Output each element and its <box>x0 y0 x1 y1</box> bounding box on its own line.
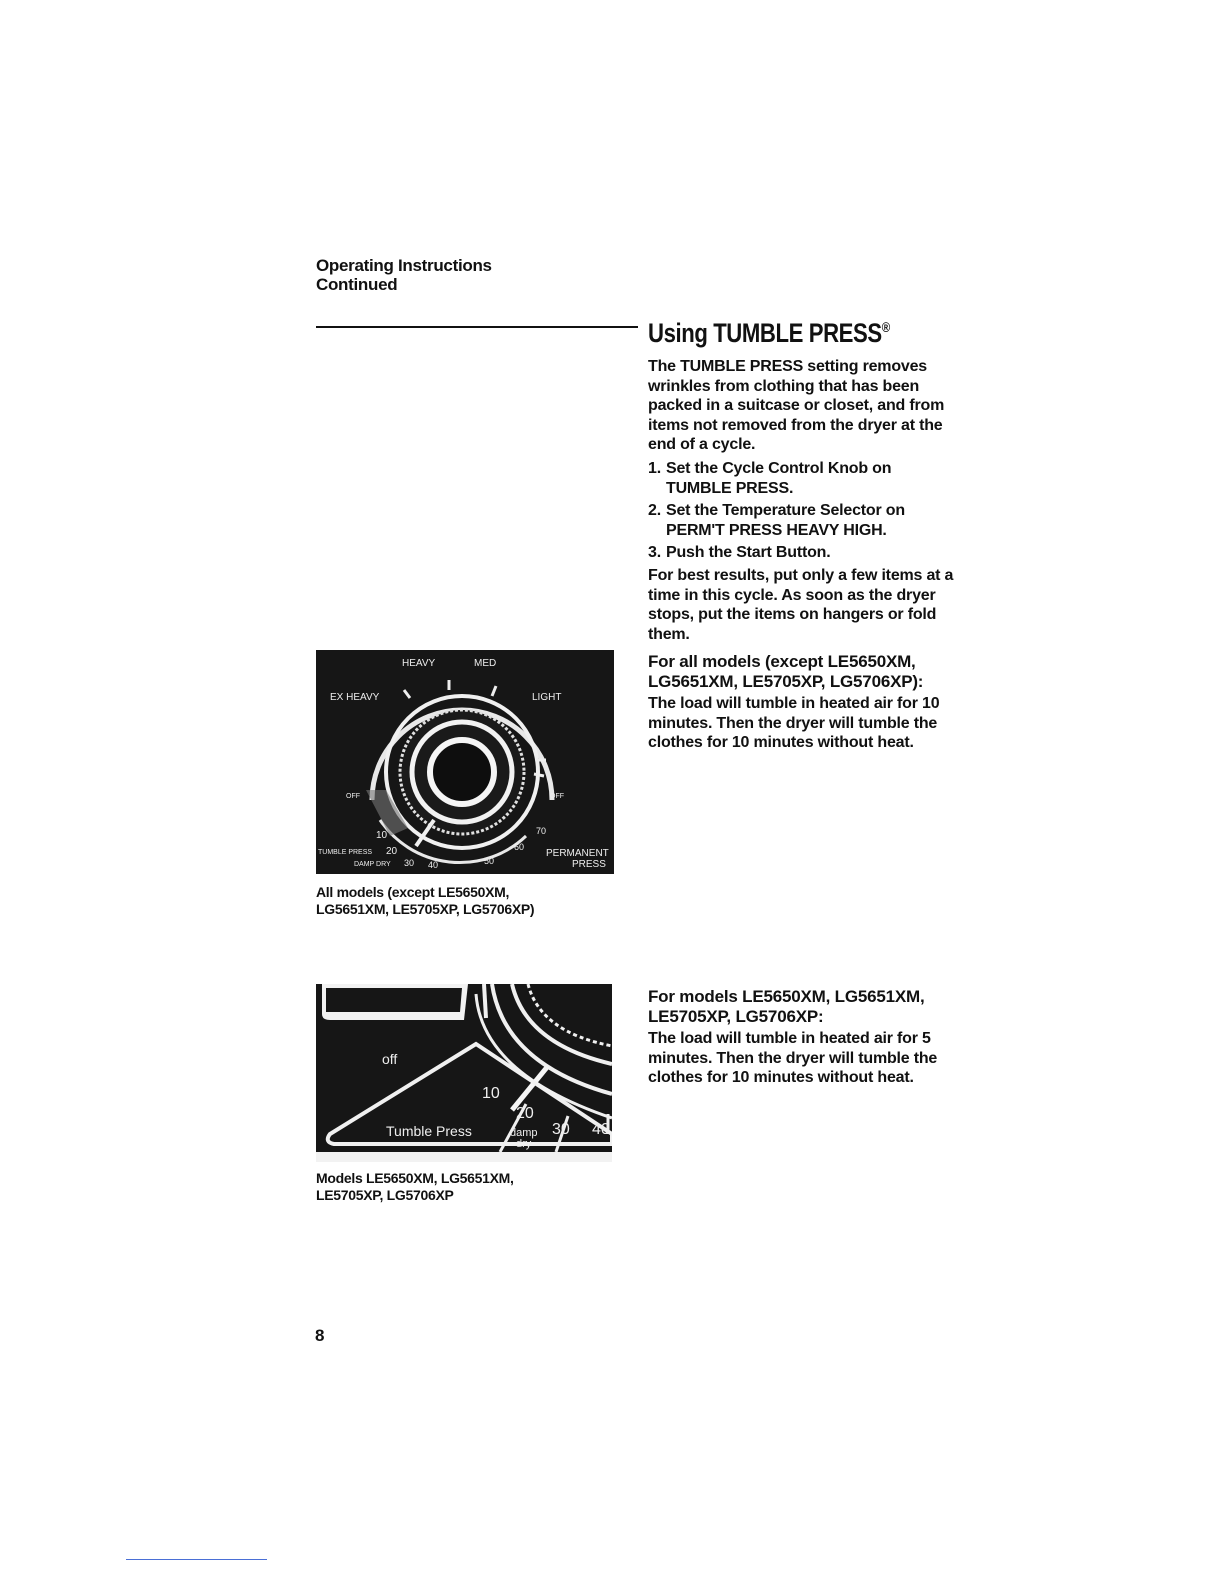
models-a-heading: For all models (except LE5650XM, LG5651XM, LE5705XP, LG5706XP): <box>648 652 924 691</box>
dial-label-damp-dry: DAMP DRY <box>354 861 391 868</box>
section-title-text: Using TUMBLE PRESS <box>648 318 882 348</box>
page-number: 8 <box>315 1326 325 1345</box>
dial-label-permanent: PERMANENT <box>546 848 609 859</box>
footer-link-underline[interactable] <box>126 1559 267 1560</box>
figure2-caption-line2: LE5705XP, LG5706XP <box>316 1187 454 1203</box>
dial-label-40: 40 <box>428 860 439 870</box>
models-b-block <box>648 987 958 1088</box>
tumble-press-closeup-figure <box>316 984 612 1162</box>
closeup-label-dry: dry <box>516 1138 532 1150</box>
cycle-dial-illustration <box>316 650 614 874</box>
models-b-text: The load will tumble in heated air for 5 minutes. Then the dryer will tumble the clothes for 10 minutes without heat. <box>648 1030 938 1087</box>
tip-paragraph: For best results, put only a few items at a time in this cycle. As soon as the dryer stops, put the items on hangers or fold them. <box>648 566 954 643</box>
intro-paragraph: The TUMBLE PRESS setting removes wrinkles from clothing that has been packed in a suitcase or closet, and from items not removed from the dryer at the end of a cycle. <box>648 358 945 454</box>
dial-label-60: 60 <box>514 842 525 852</box>
models-a-text: The load will tumble in heated air for 10 minutes. Then the dryer will tumble the clothes for 10 minutes without heat. <box>648 695 940 752</box>
step-number: 1. <box>648 459 661 477</box>
step-number: 3. <box>648 544 661 562</box>
step-text: Push the Start Button. <box>666 544 831 562</box>
dial-label-heavy: HEAVY <box>402 658 436 669</box>
step-text: Set the Temperature Selector on PERM'T PRESS HEAVY HIGH. <box>666 502 905 539</box>
figure1-caption-line2: LG5651XM, LE5705XP, LG5706XP) <box>316 901 535 917</box>
dial-label-10: 10 <box>376 830 388 841</box>
dial-label-med: MED <box>474 658 497 669</box>
dial-label-20: 20 <box>386 846 398 857</box>
registered-mark: ® <box>881 319 890 335</box>
step-text: Set the Cycle Control Knob on TUMBLE PRESS. <box>666 459 892 497</box>
cycle-dial-figure <box>316 650 614 874</box>
dial-label-70: 70 <box>536 826 547 836</box>
section-title <box>648 318 890 349</box>
step-item <box>648 543 958 563</box>
header-title: Operating Instructions <box>316 256 492 275</box>
dial-label-30: 30 <box>404 858 415 868</box>
dial-label-50: 50 <box>484 856 495 866</box>
dial-label-light: LIGHT <box>532 692 562 703</box>
closeup-label-off: off <box>382 1051 398 1067</box>
steps-list <box>648 459 958 563</box>
closeup-label-30: 30 <box>552 1121 570 1138</box>
figure1-caption <box>316 884 534 918</box>
step-item <box>648 459 958 498</box>
dial-label-ex-heavy: EX HEAVY <box>330 692 380 703</box>
dial-label-press: PRESS <box>572 859 606 870</box>
running-header <box>316 256 492 294</box>
models-b-heading: For models LE5650XM, LG5651XM, LE5705XP, LG5706XP: <box>648 987 925 1026</box>
step-number: 2. <box>648 502 661 520</box>
dial-label-tumble-press: TUMBLE PRESS <box>318 849 373 856</box>
instructions-column <box>648 357 958 644</box>
closeup-label-10: 10 <box>482 1085 500 1102</box>
section-divider <box>316 326 638 328</box>
closeup-label-damp: damp <box>510 1127 538 1139</box>
step-item <box>648 501 958 540</box>
figure2-caption <box>316 1170 514 1204</box>
closeup-label-20: 20 <box>516 1105 534 1122</box>
closeup-label-tumble-press: Tumble Press <box>386 1123 472 1139</box>
dial-label-off-left: OFF <box>346 793 360 800</box>
tumble-press-closeup-illustration <box>316 984 612 1162</box>
header-subtitle: Continued <box>316 275 398 294</box>
models-a-block <box>648 652 958 753</box>
figure2-caption-line1: Models LE5650XM, LG5651XM, <box>316 1170 514 1186</box>
closeup-label-40: 40 <box>592 1121 610 1138</box>
dial-label-off-right: OFF <box>550 793 564 800</box>
figure1-caption-line1: All models (except LE5650XM, <box>316 884 510 900</box>
